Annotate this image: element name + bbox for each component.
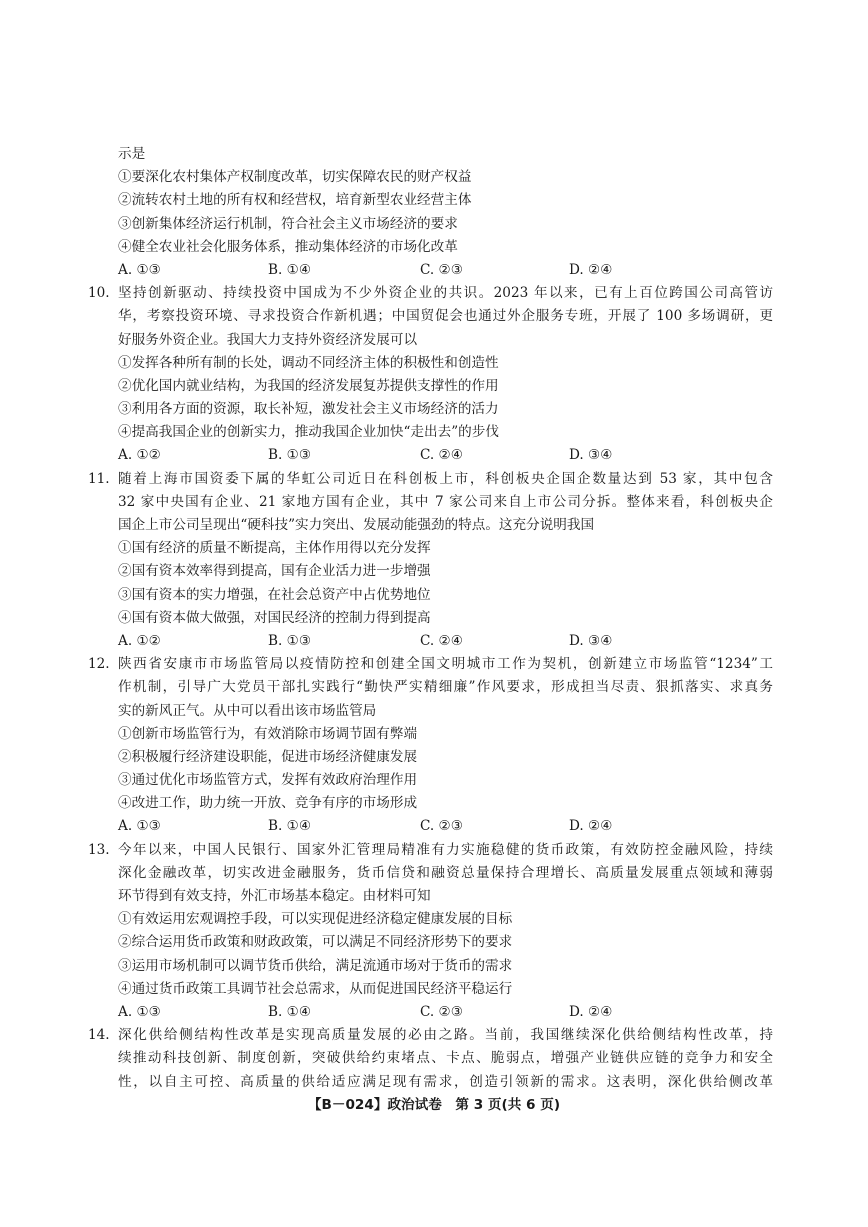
option-d: D. ③④ (569, 632, 613, 649)
option-c: C. ②③ (420, 261, 463, 278)
question-11-statement-3: ③国有资本的实力增强，在社会总资产中占优势地位 (118, 586, 431, 603)
option-b: B. ①④ (268, 1003, 312, 1020)
question-10 (88, 282, 773, 468)
question-11-statement-2: ②国有资本效率得到提高，国有企业活力进一步增强 (118, 563, 431, 580)
option-d: D. ②④ (569, 261, 613, 278)
question-9 (118, 143, 773, 282)
question-9-statement-2: ②流转农村土地的所有权和经营权，培育新型农业经营主体 (118, 192, 472, 209)
question-13-statement-2: ②综合运用货币政策和财政政策，可以满足不同经济形势下的要求 (118, 934, 513, 951)
option-a: A. ①③ (118, 1003, 161, 1020)
question-13-stem-line-1: 13. 今年以来，中国人民银行、国家外汇管理局精准有力实施稳健的货币政策，有效防控金融风险，持续 (118, 839, 773, 862)
question-9-statement-4: ④健全农业社会化服务体系，推动集体经济的市场化改革 (118, 238, 458, 255)
question-11-options (118, 630, 773, 653)
option-b: B. ①③ (268, 632, 312, 649)
question-number: 14. (88, 1027, 110, 1044)
question-13-stem-line-2: 深化金融改革，切实改进金融服务，货币信贷和融资总量保持合理增长、高质量发展重点领域和薄弱 (118, 864, 773, 881)
option-b: B. ①④ (268, 818, 312, 835)
question-9-statement-3: ③创新集体经济运行机制，符合社会主义市场经济的要求 (118, 215, 458, 232)
question-14 (88, 1024, 773, 1094)
question-10-statement-3: ③利用各方面的资源，取长补短，激发社会主义市场经济的活力 (118, 401, 499, 418)
question-12-stem-line-2: 作机制，引导广大党员干部扎实践行“勤快严实精细廉”作风要求，形成担当尽责、狠抓落实、求真务 (118, 679, 773, 696)
question-11-stem-line-2: 32 家中央国有企业、21 家地方国有企业，其中 7 家公司来自上市公司分拆。整体来看，科创板央企 (118, 493, 773, 510)
option-c: C. ②③ (420, 818, 463, 835)
question-12-statement-1: ①创新市场监管行为，有效消除市场调节固有弊端 (118, 725, 418, 742)
question-11-statement-4: ④国有资本做大做强，对国民经济的控制力得到提高 (118, 609, 431, 626)
question-10-statement-1: ①发挥各种所有制的长处，调动不同经济主体的积极性和创造性 (118, 354, 499, 371)
question-14-stem-line-1: 14. 深化供给侧结构性改革是实现高质量发展的必由之路。当前，我国继续深化供给侧结构性改革，持 (118, 1024, 773, 1047)
option-d: D. ②④ (569, 1003, 613, 1020)
question-11 (88, 468, 773, 654)
option-a: A. ①③ (118, 818, 161, 835)
question-10-statement-2: ②优化国内就业结构，为我国的经济发展复苏提供支撑性的作用 (118, 377, 499, 394)
question-13-statement-3: ③运用市场机制可以调节货币供给，满足流通市场对于货币的需求 (118, 957, 513, 974)
option-c: C. ②④ (420, 632, 463, 649)
question-13-statement-4: ④通过货币政策工具调节社会总需求，从而促进国民经济平稳运行 (118, 980, 513, 997)
question-13 (88, 839, 773, 1025)
question-13-stem-line-3: 环节得到有效支持，外汇市场基本稳定。由材料可知 (118, 888, 431, 904)
question-13-statement-1: ①有效运用宏观调控手段，可以实现促进经济稳定健康发展的目标 (118, 911, 513, 928)
option-a: A. ①③ (118, 261, 161, 278)
question-12-statement-4: ④改进工作，助力统一开放、竞争有序的市场形成 (118, 795, 418, 812)
question-12-stem-line-3: 实的新风正气。从中可以看出该市场监管局 (118, 702, 377, 719)
question-11-stem-line-1: 11. 随着上海市国资委下属的华虹公司近日在科创板上市，科创板央企国企数量达到 53 家，其中包含 (118, 468, 773, 491)
question-12 (88, 653, 773, 839)
option-a: A. ①② (118, 447, 161, 464)
question-12-statement-2: ②积极履行经济建设职能，促进市场经济健康发展 (118, 748, 418, 765)
question-10-options (118, 444, 773, 467)
question-9-stem-tail: 示是 (118, 146, 146, 162)
option-b: B. ①③ (268, 447, 312, 464)
question-14-stem-line-3: 性，以自主可控、高质量的供给适应满足现有需求，创造引领新的需求。这表明，深化供给侧改革 (118, 1073, 773, 1090)
option-b: B. ①④ (268, 261, 312, 278)
option-c: C. ②④ (420, 447, 463, 464)
question-9-statement-1: ①要深化农村集体产权制度改革，切实保障农民的财产权益 (118, 169, 472, 186)
question-number: 12. (88, 656, 110, 673)
question-13-options (118, 1001, 773, 1024)
page-footer: 【B－024】政治试卷 第 3 页(共 6 页) (307, 1097, 561, 1113)
question-list (88, 143, 773, 1094)
question-12-options (118, 815, 773, 838)
option-d: D. ③④ (569, 447, 613, 464)
question-number: 10. (88, 285, 110, 302)
question-12-stem-line-1: 12. 陕西省安康市市场监管局以疫情防控和创建全国文明城市工作为契机，创新建立市场监管“1234”工 (118, 653, 773, 676)
option-d: D. ②④ (569, 818, 613, 835)
question-10-stem-line-3: 好服务外资企业。我国大力支持外资经济发展可以 (118, 331, 418, 348)
question-10-statement-4: ④提高我国企业的创新实力，推动我国企业加快“走出去”的步伐 (118, 424, 499, 441)
option-a: A. ①② (118, 632, 161, 649)
question-10-stem-line-2: 华，考察投资环境、寻求投资合作新机遇；中国贸促会也通过外企服务专班，开展了 100 多场调研，更 (118, 308, 773, 325)
question-12-statement-3: ③通过优化市场监管方式，发挥有效政府治理作用 (118, 772, 418, 789)
option-c: C. ②③ (420, 1003, 463, 1020)
question-number: 13. (88, 841, 110, 858)
question-11-stem-line-3: 国企上市公司呈现出“硬科技”实力突出、发展动能强劲的特点。这充分说明我国 (118, 517, 595, 533)
question-number: 11. (88, 470, 110, 487)
question-11-statement-1: ①国有经济的质量不断提高，主体作用得以充分发挥 (118, 540, 431, 557)
question-9-options (118, 259, 773, 282)
question-10-stem-line-1: 10. 坚持创新驱动、持续投资中国成为不少外资企业的共识。2023 年以来，已有上百位跨国公司高管访 (118, 282, 773, 305)
question-14-stem-line-2: 续推动科技创新、制度创新，突破供给约束堵点、卡点、脆弱点，增强产业链供应链的竞争力和安全 (118, 1050, 773, 1067)
